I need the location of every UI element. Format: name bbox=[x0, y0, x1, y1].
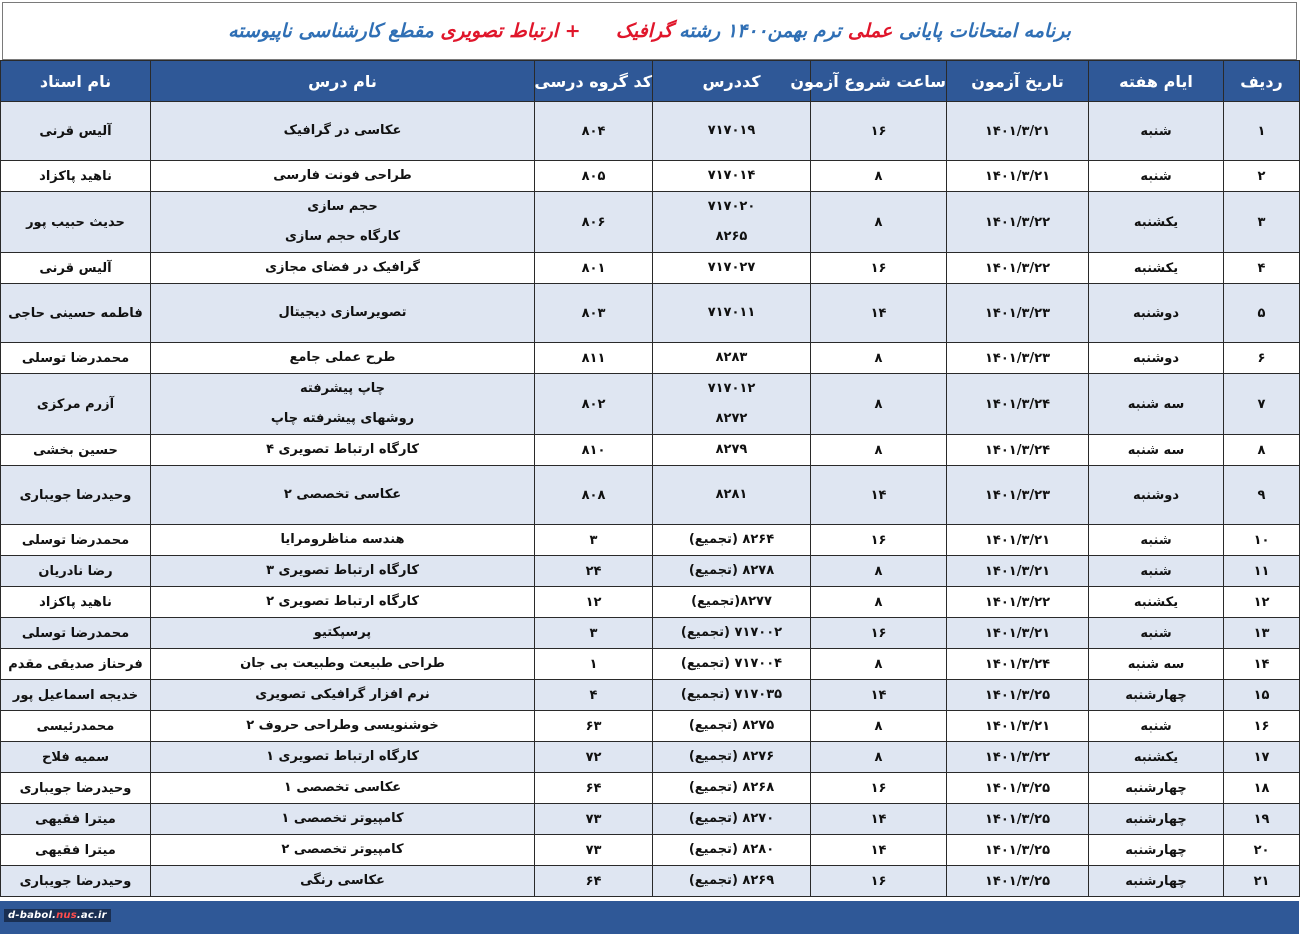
cell-teacher: رضا نادریان bbox=[1, 556, 151, 587]
cell-radif: ۱۶ bbox=[1224, 711, 1300, 742]
cell-course-code bbox=[653, 343, 811, 374]
cell-course-name-line: خوشنویسی وطراحی حروف ۲ bbox=[246, 718, 439, 733]
cell-date: ۱۴۰۱/۳/۲۱ bbox=[947, 161, 1089, 192]
cell-day: دوشنبه bbox=[1089, 343, 1224, 374]
cell-course-code-line: ۸۲۷۰ (تجمیع) bbox=[688, 811, 775, 826]
cell-course-name bbox=[151, 773, 535, 804]
cell-course-name-line: عکاسی در گرافیک bbox=[283, 123, 402, 138]
cell-course-name-line: طراحی فونت فارسی bbox=[273, 168, 412, 183]
cell-date: ۱۴۰۱/۳/۲۵ bbox=[947, 680, 1089, 711]
cell-teacher: وحیدرضا جویباری bbox=[1, 773, 151, 804]
cell-course-code bbox=[653, 102, 811, 161]
cell-day: دوشنبه bbox=[1089, 466, 1224, 525]
cell-group-code: ۸۰۱ bbox=[535, 253, 653, 284]
cell-day: سه شنبه bbox=[1089, 435, 1224, 466]
cell-day: یکشنبه bbox=[1089, 742, 1224, 773]
table-row bbox=[1, 435, 1300, 466]
cell-course-code-line: ۷۱۷۰۱۴ bbox=[707, 168, 756, 183]
cell-teacher: حدیث حبیب پور bbox=[1, 192, 151, 253]
cell-radif: ۷ bbox=[1224, 374, 1300, 435]
title-part-1: برنامه امتحانات پایانی bbox=[898, 20, 1071, 42]
cell-group-code: ۸۰۳ bbox=[535, 284, 653, 343]
cell-day: شنبه bbox=[1089, 161, 1224, 192]
column-header-course-name: نام درس bbox=[151, 61, 535, 102]
table-row bbox=[1, 649, 1300, 680]
cell-teacher: ناهید پاکزاد bbox=[1, 161, 151, 192]
cell-day: شنبه bbox=[1089, 525, 1224, 556]
cell-date: ۱۴۰۱/۳/۲۲ bbox=[947, 587, 1089, 618]
table-row bbox=[1, 618, 1300, 649]
cell-group-code: ۱ bbox=[535, 649, 653, 680]
cell-course-name-line: چاپ پیشرفته bbox=[299, 381, 386, 396]
table-row bbox=[1, 835, 1300, 866]
cell-day: دوشنبه bbox=[1089, 284, 1224, 343]
cell-group-code: ۶۴ bbox=[535, 866, 653, 897]
cell-course-code bbox=[653, 866, 811, 897]
cell-day: چهارشنبه bbox=[1089, 680, 1224, 711]
cell-course-name bbox=[151, 618, 535, 649]
cell-radif: ۹ bbox=[1224, 466, 1300, 525]
table-row bbox=[1, 587, 1300, 618]
cell-teacher: آلیس قرنی bbox=[1, 253, 151, 284]
cell-course-name-line: کارگاه حجم سازی bbox=[284, 229, 401, 244]
title-part-4: گرافیک bbox=[615, 20, 673, 42]
cell-radif: ۵ bbox=[1224, 284, 1300, 343]
cell-course-name-line: کامپیوتر تخصصی ۱ bbox=[281, 811, 404, 826]
cell-course-code bbox=[653, 192, 811, 253]
cell-date: ۱۴۰۱/۳/۲۲ bbox=[947, 253, 1089, 284]
table-row bbox=[1, 680, 1300, 711]
cell-radif: ۱ bbox=[1224, 102, 1300, 161]
cell-course-name bbox=[151, 253, 535, 284]
cell-course-name-line: کارگاه ارتباط تصویری ۳ bbox=[266, 563, 419, 578]
cell-teacher: میترا فقیهی bbox=[1, 835, 151, 866]
cell-radif: ۱۹ bbox=[1224, 804, 1300, 835]
cell-time: ۸ bbox=[811, 374, 947, 435]
cell-teacher: محمدرضا توسلی bbox=[1, 618, 151, 649]
cell-date: ۱۴۰۱/۳/۲۱ bbox=[947, 556, 1089, 587]
table-row bbox=[1, 466, 1300, 525]
cell-time: ۸ bbox=[811, 742, 947, 773]
cell-course-code-line: ۷۱۷۰۰۴ (تجمیع) bbox=[680, 656, 783, 671]
cell-course-code-line: ۷۱۷۰۲۰ bbox=[707, 199, 756, 214]
cell-day: چهارشنبه bbox=[1089, 773, 1224, 804]
cell-radif: ۴ bbox=[1224, 253, 1300, 284]
cell-course-code-line: ۸۲۶۹ (تجمیع) bbox=[688, 873, 775, 888]
table-header-row bbox=[1, 61, 1300, 102]
cell-course-code bbox=[653, 618, 811, 649]
cell-course-name-line: کارگاه ارتباط تصویری ۴ bbox=[266, 442, 419, 457]
cell-teacher: فاطمه حسینی حاجی bbox=[1, 284, 151, 343]
cell-date: ۱۴۰۱/۳/۲۱ bbox=[947, 618, 1089, 649]
table-row bbox=[1, 374, 1300, 435]
cell-time: ۸ bbox=[811, 587, 947, 618]
table-row bbox=[1, 343, 1300, 374]
table-row bbox=[1, 192, 1300, 253]
cell-course-code-line: ۸۲۷۲ bbox=[715, 411, 748, 426]
table-row bbox=[1, 284, 1300, 343]
cell-course-name-line: کارگاه ارتباط تصویری ۱ bbox=[266, 749, 419, 764]
cell-course-name-line: کارگاه ارتباط تصویری ۲ bbox=[266, 594, 419, 609]
cell-teacher: محمدرضا توسلی bbox=[1, 525, 151, 556]
cell-group-code: ۶۳ bbox=[535, 711, 653, 742]
cell-course-code bbox=[653, 284, 811, 343]
cell-course-name bbox=[151, 102, 535, 161]
table-body bbox=[1, 102, 1300, 897]
cell-radif: ۶ bbox=[1224, 343, 1300, 374]
cell-course-name-line: روشهای پیشرفته چاپ bbox=[270, 411, 415, 426]
cell-course-code-line: ۸۲۶۸ (تجمیع) bbox=[688, 780, 775, 795]
cell-day: یکشنبه bbox=[1089, 587, 1224, 618]
cell-group-code: ۸۰۸ bbox=[535, 466, 653, 525]
cell-course-code bbox=[653, 835, 811, 866]
cell-day: شنبه bbox=[1089, 102, 1224, 161]
cell-course-name-line: هندسه مناظرومرایا bbox=[280, 532, 405, 547]
cell-teacher: سمیه فلاح bbox=[1, 742, 151, 773]
cell-group-code: ۸۰۵ bbox=[535, 161, 653, 192]
cell-course-code-line: ۸۲۸۰ (تجمیع) bbox=[688, 842, 775, 857]
column-header-group-code: کد گروه درسی bbox=[535, 61, 653, 102]
cell-group-code: ۷۲ bbox=[535, 742, 653, 773]
table-row bbox=[1, 866, 1300, 897]
cell-group-code: ۳ bbox=[535, 525, 653, 556]
cell-date: ۱۴۰۱/۳/۲۱ bbox=[947, 102, 1089, 161]
cell-radif: ۸ bbox=[1224, 435, 1300, 466]
cell-time: ۱۴ bbox=[811, 835, 947, 866]
cell-course-code-line: ۸۲۷۸ (تجمیع) bbox=[688, 563, 775, 578]
cell-course-code bbox=[653, 374, 811, 435]
cell-group-code: ۶۴ bbox=[535, 773, 653, 804]
table-row bbox=[1, 742, 1300, 773]
cell-teacher: خدیجه اسماعیل پور bbox=[1, 680, 151, 711]
cell-date: ۱۴۰۱/۳/۲۵ bbox=[947, 804, 1089, 835]
cell-group-code: ۸۰۴ bbox=[535, 102, 653, 161]
cell-time: ۱۶ bbox=[811, 525, 947, 556]
cell-course-name-line: حجم سازی bbox=[307, 199, 378, 214]
column-header-teacher: نام استاد bbox=[1, 61, 151, 102]
footer-bar bbox=[0, 901, 1299, 934]
cell-course-name-line: طراحی طبیعت وطبیعت بی جان bbox=[240, 656, 445, 671]
cell-group-code: ۷۳ bbox=[535, 835, 653, 866]
cell-group-code: ۸۱۱ bbox=[535, 343, 653, 374]
title-part-3: ترم بهمن۱۴۰۰ رشته bbox=[679, 20, 842, 42]
column-header-radif: ردیف bbox=[1224, 61, 1300, 102]
cell-time: ۸ bbox=[811, 649, 947, 680]
cell-group-code: ۸۰۲ bbox=[535, 374, 653, 435]
cell-course-code bbox=[653, 680, 811, 711]
cell-date: ۱۴۰۱/۳/۲۱ bbox=[947, 711, 1089, 742]
table-row bbox=[1, 773, 1300, 804]
cell-day: یکشنبه bbox=[1089, 192, 1224, 253]
cell-course-code-line: ۸۲۷۹ bbox=[715, 442, 748, 457]
table-row bbox=[1, 556, 1300, 587]
table-row bbox=[1, 161, 1300, 192]
cell-time: ۱۴ bbox=[811, 680, 947, 711]
cell-date: ۱۴۰۱/۳/۲۳ bbox=[947, 284, 1089, 343]
cell-course-name-line: تصویرسازی دیجیتال bbox=[278, 305, 407, 320]
cell-date: ۱۴۰۱/۳/۲۱ bbox=[947, 525, 1089, 556]
footer-site-suffix: .ac.ir bbox=[76, 910, 107, 921]
cell-group-code: ۸۰۶ bbox=[535, 192, 653, 253]
cell-teacher: آلیس قرنی bbox=[1, 102, 151, 161]
cell-time: ۸ bbox=[811, 711, 947, 742]
cell-radif: ۱۰ bbox=[1224, 525, 1300, 556]
footer-site-link[interactable] bbox=[4, 909, 111, 922]
cell-teacher: میترا فقیهی bbox=[1, 804, 151, 835]
column-header-course-code: کددرس bbox=[653, 61, 811, 102]
cell-course-name bbox=[151, 284, 535, 343]
cell-time: ۸ bbox=[811, 192, 947, 253]
cell-course-code bbox=[653, 649, 811, 680]
cell-day: چهارشنبه bbox=[1089, 835, 1224, 866]
cell-time: ۱۶ bbox=[811, 618, 947, 649]
cell-course-name-line: پرسپکتیو bbox=[313, 625, 372, 640]
cell-date: ۱۴۰۱/۳/۲۲ bbox=[947, 742, 1089, 773]
cell-day: شنبه bbox=[1089, 556, 1224, 587]
cell-teacher: محمدرئیسی bbox=[1, 711, 151, 742]
cell-course-name bbox=[151, 866, 535, 897]
cell-course-name bbox=[151, 804, 535, 835]
cell-course-name bbox=[151, 587, 535, 618]
cell-time: ۸ bbox=[811, 343, 947, 374]
cell-course-code-line: ۸۲۸۱ bbox=[715, 487, 748, 502]
cell-radif: ۱۱ bbox=[1224, 556, 1300, 587]
cell-radif: ۱۳ bbox=[1224, 618, 1300, 649]
cell-course-code bbox=[653, 253, 811, 284]
cell-course-code bbox=[653, 161, 811, 192]
cell-time: ۱۶ bbox=[811, 253, 947, 284]
cell-time: ۱۶ bbox=[811, 773, 947, 804]
cell-day: سه شنبه bbox=[1089, 649, 1224, 680]
cell-course-name-line: عکاسی تخصصی ۱ bbox=[283, 780, 402, 795]
cell-group-code: ۲۴ bbox=[535, 556, 653, 587]
cell-course-code bbox=[653, 556, 811, 587]
cell-group-code: ۸۱۰ bbox=[535, 435, 653, 466]
cell-course-name bbox=[151, 835, 535, 866]
cell-time: ۱۶ bbox=[811, 866, 947, 897]
cell-course-name bbox=[151, 374, 535, 435]
cell-group-code: ۳ bbox=[535, 618, 653, 649]
cell-teacher: ناهید پاکزاد bbox=[1, 587, 151, 618]
column-header-day: ایام هفته bbox=[1089, 61, 1224, 102]
cell-course-code-line: ۷۱۷۰۱۹ bbox=[707, 123, 756, 138]
cell-date: ۱۴۰۱/۳/۲۲ bbox=[947, 192, 1089, 253]
cell-course-code-line: ۷۱۷۰۱۲ bbox=[707, 381, 756, 396]
cell-course-code-line: ۷۱۷۰۰۲ (تجمیع) bbox=[680, 625, 783, 640]
cell-teacher: وحیدرضا جویباری bbox=[1, 466, 151, 525]
cell-course-code-line: ۸۲۷۵ (تجمیع) bbox=[688, 718, 775, 733]
cell-radif: ۱۵ bbox=[1224, 680, 1300, 711]
cell-course-name-line: طرح عملی جامع bbox=[289, 350, 396, 365]
table-row bbox=[1, 711, 1300, 742]
cell-radif: ۳ bbox=[1224, 192, 1300, 253]
cell-course-name bbox=[151, 343, 535, 374]
cell-course-code-line: ۸۲۷۷(تجمیع) bbox=[691, 594, 772, 609]
cell-course-code bbox=[653, 804, 811, 835]
cell-course-name bbox=[151, 466, 535, 525]
cell-radif: ۲۱ bbox=[1224, 866, 1300, 897]
cell-date: ۱۴۰۱/۳/۲۳ bbox=[947, 343, 1089, 374]
cell-course-code-line: ۸۲۷۶ (تجمیع) bbox=[688, 749, 775, 764]
exam-schedule-table bbox=[0, 60, 1300, 897]
cell-day: شنبه bbox=[1089, 711, 1224, 742]
cell-radif: ۱۴ bbox=[1224, 649, 1300, 680]
table-row bbox=[1, 804, 1300, 835]
table-row bbox=[1, 525, 1300, 556]
cell-date: ۱۴۰۱/۳/۲۴ bbox=[947, 374, 1089, 435]
cell-course-name-line: گرافیک در فضای مجازی bbox=[265, 260, 420, 275]
cell-course-code bbox=[653, 742, 811, 773]
cell-course-name bbox=[151, 649, 535, 680]
title-part-2: عملی bbox=[847, 20, 893, 42]
cell-radif: ۱۸ bbox=[1224, 773, 1300, 804]
cell-day: سه شنبه bbox=[1089, 374, 1224, 435]
cell-day: یکشنبه bbox=[1089, 253, 1224, 284]
cell-time: ۸ bbox=[811, 556, 947, 587]
cell-course-code bbox=[653, 466, 811, 525]
cell-time: ۸ bbox=[811, 435, 947, 466]
cell-teacher: فرحناز صدیقی مقدم bbox=[1, 649, 151, 680]
cell-time: ۱۴ bbox=[811, 466, 947, 525]
cell-course-code-line: ۸۲۶۴ (تجمیع) bbox=[688, 532, 775, 547]
cell-course-name-line: نرم افزار گرافیکی تصویری bbox=[255, 687, 430, 702]
cell-course-code bbox=[653, 435, 811, 466]
cell-course-name bbox=[151, 161, 535, 192]
cell-date: ۱۴۰۱/۳/۲۵ bbox=[947, 773, 1089, 804]
cell-teacher: حسین بخشی bbox=[1, 435, 151, 466]
cell-course-name bbox=[151, 556, 535, 587]
cell-course-code bbox=[653, 711, 811, 742]
cell-course-name-line: کامپیوتر تخصصی ۲ bbox=[281, 842, 404, 857]
cell-date: ۱۴۰۱/۳/۲۵ bbox=[947, 866, 1089, 897]
cell-course-code bbox=[653, 587, 811, 618]
cell-time: ۱۴ bbox=[811, 804, 947, 835]
cell-radif: ۱۷ bbox=[1224, 742, 1300, 773]
cell-time: ۱۶ bbox=[811, 102, 947, 161]
cell-group-code: ۷۳ bbox=[535, 804, 653, 835]
cell-course-code bbox=[653, 773, 811, 804]
cell-course-code-line: ۸۲۶۵ bbox=[715, 229, 748, 244]
cell-date: ۱۴۰۱/۳/۲۵ bbox=[947, 835, 1089, 866]
column-header-time: ساعت شروع آزمون bbox=[811, 61, 947, 102]
cell-course-name-line: عکاسی تخصصی ۲ bbox=[283, 487, 402, 502]
cell-date: ۱۴۰۱/۳/۲۴ bbox=[947, 435, 1089, 466]
cell-course-name-line: عکاسی رنگی bbox=[300, 873, 385, 888]
cell-course-code-line: ۸۲۸۳ bbox=[715, 350, 748, 365]
cell-day: شنبه bbox=[1089, 618, 1224, 649]
cell-course-name bbox=[151, 711, 535, 742]
cell-radif: ۲۰ bbox=[1224, 835, 1300, 866]
cell-group-code: ۴ bbox=[535, 680, 653, 711]
cell-teacher: وحیدرضا جویباری bbox=[1, 866, 151, 897]
cell-day: چهارشنبه bbox=[1089, 804, 1224, 835]
cell-time: ۸ bbox=[811, 161, 947, 192]
title-part-5: + ارتباط تصویری bbox=[440, 20, 581, 42]
cell-time: ۱۴ bbox=[811, 284, 947, 343]
cell-course-name bbox=[151, 680, 535, 711]
cell-date: ۱۴۰۱/۳/۲۴ bbox=[947, 649, 1089, 680]
cell-date: ۱۴۰۱/۳/۲۳ bbox=[947, 466, 1089, 525]
cell-course-code-line: ۷۱۷۰۳۵ (تجمیع) bbox=[680, 687, 783, 702]
cell-course-name bbox=[151, 525, 535, 556]
cell-course-code bbox=[653, 525, 811, 556]
cell-course-name bbox=[151, 435, 535, 466]
column-header-date: تاریخ آزمون bbox=[947, 61, 1089, 102]
cell-day: چهارشنبه bbox=[1089, 866, 1224, 897]
footer-site-prefix: d-babol. bbox=[8, 910, 57, 921]
cell-course-code-line: ۷۱۷۰۲۷ bbox=[707, 260, 756, 275]
cell-teacher: آزرم مرکزی bbox=[1, 374, 151, 435]
title-part-6: مقطع کارشناسی ناپیوسته bbox=[228, 20, 434, 42]
cell-course-code-line: ۷۱۷۰۱۱ bbox=[707, 305, 756, 320]
table-row bbox=[1, 102, 1300, 161]
page-title-box bbox=[2, 2, 1297, 60]
table-row bbox=[1, 253, 1300, 284]
cell-teacher: محمدرضا توسلی bbox=[1, 343, 151, 374]
cell-course-name bbox=[151, 192, 535, 253]
cell-course-name bbox=[151, 742, 535, 773]
cell-radif: ۲ bbox=[1224, 161, 1300, 192]
footer-site-highlight: nus bbox=[56, 910, 77, 921]
cell-radif: ۱۲ bbox=[1224, 587, 1300, 618]
page-title bbox=[228, 20, 1071, 42]
cell-group-code: ۱۲ bbox=[535, 587, 653, 618]
